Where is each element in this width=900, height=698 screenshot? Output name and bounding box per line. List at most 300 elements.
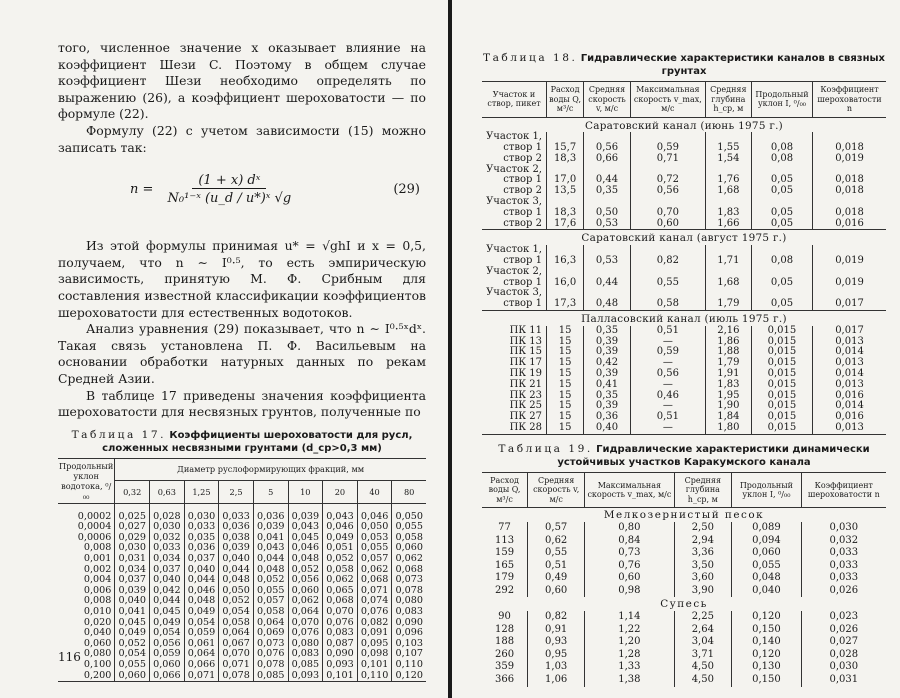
table18-row: [482, 278, 886, 289]
table18-cell: Участок 1,: [486, 131, 542, 143]
table17-cell: 0,061: [184, 639, 219, 650]
table18-cell: 0,82: [630, 256, 705, 267]
table17-cell: 0,052: [253, 575, 288, 586]
table18-row: [482, 337, 886, 348]
formula-29: [58, 160, 426, 218]
table17-cell: 0,044: [184, 575, 219, 586]
table17-cell: 0,045: [288, 533, 323, 544]
table19-section-row: [482, 508, 886, 522]
table17-diameter-header: 5: [253, 481, 288, 504]
table18-cell: ПК 28: [509, 422, 542, 434]
table17-cell: 0,093: [288, 671, 323, 682]
left-page: [0, 0, 448, 698]
table19-row: [482, 522, 886, 535]
table18-cell: 0,015: [751, 401, 812, 412]
table17-cell: 0,085: [253, 671, 288, 682]
table18-col-header: Продольный уклон I, ⁰/₀₀: [751, 82, 812, 118]
table19-cell: 0,030: [801, 661, 886, 674]
table18-cell: —: [630, 358, 705, 369]
table18-cell: 0,39: [584, 401, 631, 412]
table17-cell: 0,073: [253, 639, 288, 650]
table18-cell: 0,018: [813, 143, 886, 154]
table18-cell: 0,39: [584, 369, 631, 380]
table19-cell: 188: [494, 636, 515, 648]
table19-cell: 1,06: [528, 674, 585, 687]
table17-cell: 0,046: [323, 522, 358, 533]
table18-cell: Участок 1,: [486, 244, 542, 256]
table17-cell: 0,049: [323, 533, 358, 544]
table17-cell: 0,043: [253, 543, 288, 554]
table17-cell: 0,054: [184, 618, 219, 629]
table19-cell: 165: [494, 559, 515, 571]
table17-cell: 0,065: [323, 586, 358, 597]
table18-cell: 0,05: [751, 186, 812, 197]
table18-cell: 0,40: [584, 423, 631, 434]
table18-cell: 1,88: [705, 347, 751, 358]
table17-cell: 0,101: [323, 671, 358, 682]
table18-row: [482, 299, 886, 310]
table18-row: [482, 423, 886, 434]
table17-cell: 0,064: [253, 618, 288, 629]
paragraph-5: В таблице 17 приведены значения коэффициента шероховатости для несвязных грунтов, полученные по: [58, 387, 426, 420]
table17-cell: 0,037: [115, 575, 150, 586]
table18-cell: 0,017: [813, 299, 886, 310]
table17-cell: 0,048: [184, 596, 219, 607]
table17-cell: 0,036: [219, 522, 254, 533]
table18-cell: 0,39: [584, 347, 631, 358]
table18-cell: 0,019: [813, 256, 886, 267]
table18-cell: 0,66: [584, 154, 631, 165]
table18-cell: створ 1: [503, 255, 542, 267]
table17-cell: 0,051: [323, 543, 358, 554]
table18-cell: 0,017: [813, 326, 886, 337]
table17-cell: 0,052: [323, 554, 358, 565]
table19-cell: 0,150: [732, 674, 801, 687]
table17-cell: 0,025: [115, 503, 150, 522]
table19-caption: [482, 443, 886, 469]
table18-cell: створ 1: [503, 276, 542, 288]
table17-cell: 0,030: [115, 543, 150, 554]
table18-cell: 1,68: [705, 186, 751, 197]
table17-cell: 0,055: [115, 660, 150, 671]
table17-cell: 0,027: [115, 522, 150, 533]
table17-diameter-header: 80: [392, 481, 426, 504]
table17-cell: 0,058: [253, 607, 288, 618]
table19-row: [482, 649, 886, 662]
table17: [58, 458, 426, 683]
table18-cell: 15: [547, 380, 584, 391]
table17-cell: 0,052: [115, 639, 150, 650]
table17-cell: 0,110: [392, 660, 426, 671]
table18-cell: 0,013: [813, 337, 886, 348]
table17-cell: 0,031: [115, 554, 150, 565]
table19-cell: 0,026: [801, 624, 886, 637]
table18-cell: 0,015: [751, 347, 812, 358]
formula-number: (29): [393, 181, 420, 197]
table17-cell: 0,039: [288, 503, 323, 522]
table19-cell: 3,71: [674, 649, 732, 662]
table18-cell: 1,79: [705, 358, 751, 369]
table19-cell: 0,57: [528, 522, 585, 535]
table17-cell: 0,058: [392, 533, 426, 544]
table17-diameter-header: 40: [357, 481, 392, 504]
table19-row: [482, 585, 886, 598]
table18-cell: 15: [547, 337, 584, 348]
table18-cell: 0,59: [630, 143, 705, 154]
table17-cell: 0,033: [150, 543, 185, 554]
table18: [482, 81, 886, 435]
table18-row: [482, 154, 886, 165]
table17-cell: 0,002: [83, 563, 112, 575]
table17-cell: 0,083: [323, 628, 358, 639]
table17-cell: 0,032: [150, 533, 185, 544]
table17-cell: 0,068: [392, 565, 426, 576]
table19-caption-prefix: Таблица 19.: [498, 442, 593, 455]
table19-cell: 128: [494, 623, 515, 635]
table17-cell: 0,083: [288, 649, 323, 660]
table19-cell: 0,055: [732, 560, 801, 573]
table18-row: [482, 380, 886, 391]
table17-cell: 0,038: [219, 533, 254, 544]
table18-cell: ПК 25: [509, 400, 542, 412]
table18-cell: ПК 15: [509, 346, 542, 358]
table19-cell: 292: [494, 584, 515, 596]
table18-row: [482, 358, 886, 369]
table18-cell: створ 1: [503, 298, 542, 310]
table19-row: [482, 560, 886, 573]
table19-cell: 4,50: [674, 661, 732, 674]
table17-cell: 0,010: [83, 606, 112, 618]
table18-row: [482, 143, 886, 154]
table17-cell: 0,045: [150, 607, 185, 618]
table17-cell: 0,080: [392, 596, 426, 607]
table17-cell: 0,082: [357, 618, 392, 629]
table19-col-header: Коэффициент шероховатости n: [801, 472, 886, 508]
table17-diameter-header: 1,25: [184, 481, 219, 504]
table19-row: [482, 674, 886, 687]
table17-cell: 0,048: [219, 575, 254, 586]
table19-col-header: Расход воды Q, м³/с: [482, 472, 528, 508]
table17-cell: 0,076: [357, 607, 392, 618]
table17-cell: 0,060: [392, 543, 426, 554]
table18-section-row: [482, 230, 886, 245]
table17-cell: 0,057: [357, 554, 392, 565]
table19-cell: 0,82: [528, 611, 585, 624]
table17-cell: 0,070: [323, 607, 358, 618]
table18-cell: 15: [547, 412, 584, 423]
table18-cell: 1,68: [705, 278, 751, 289]
table18-cell: 0,44: [584, 175, 631, 186]
table17-cell: 0,093: [323, 660, 358, 671]
table19-cell: 1,20: [585, 636, 674, 649]
table18-cell: ПК 23: [509, 389, 542, 401]
table18-cell: 0,44: [584, 278, 631, 289]
table18-cell: 1,86: [705, 337, 751, 348]
table18-cell: 1,91: [705, 369, 751, 380]
table19-col-header: Максимальная скорость v_max, м/с: [585, 472, 674, 508]
table19-cell: 1,22: [585, 624, 674, 637]
table19-section-title: Мелкозернистый песок: [603, 509, 765, 522]
table18-row: [482, 219, 886, 230]
table18-col-header: Коэффициент шероховатости n: [813, 82, 886, 118]
table19-cell: 0,98: [585, 585, 674, 598]
table18-row: [482, 401, 886, 412]
table18-cell: 1,71: [705, 256, 751, 267]
table19-cell: 0,026: [801, 585, 886, 598]
table19-cell: 359: [494, 661, 515, 673]
table19-cell: 0,120: [732, 649, 801, 662]
table18-cell: 0,56: [630, 369, 705, 380]
table19-cell: 0,048: [732, 572, 801, 585]
table17-cell: 0,074: [357, 596, 392, 607]
table17-cell: 0,052: [288, 565, 323, 576]
table17-cell: 0,078: [253, 660, 288, 671]
table17-cell: 0,030: [150, 522, 185, 533]
table17-cell: 0,090: [323, 649, 358, 660]
table18-cell: 0,014: [813, 401, 886, 412]
table19-row: [482, 547, 886, 560]
table18-cell: 0,48: [584, 299, 631, 310]
table19-cell: 0,95: [528, 649, 585, 662]
table18-cell: 0,08: [751, 256, 812, 267]
paragraph-2: Формулу (22) с учетом зависимости (15) можно записать так:: [58, 122, 426, 155]
table18-cell: 1,55: [705, 143, 751, 154]
table17-cell: 0,064: [219, 628, 254, 639]
table19-cell: 0,030: [801, 522, 886, 535]
table18-cell: 1,66: [705, 219, 751, 230]
table17-cell: 0,062: [288, 596, 323, 607]
table17-cell: 0,049: [150, 618, 185, 629]
table18-cell: 0,55: [630, 278, 705, 289]
table18-cell: 0,05: [751, 219, 812, 230]
table17-caption-title: Коэффициенты шероховатости для русл, сложенных несвязными грунтами (d_ср>0,3 мм): [102, 429, 413, 454]
table18-cell: 17,0: [547, 175, 584, 186]
table19-cell: 0,140: [732, 636, 801, 649]
table17-row: [58, 503, 426, 522]
table18-cell: ПК 17: [509, 357, 542, 369]
table18-cell: 17,6: [547, 219, 584, 230]
table17-cell: 0,064: [288, 607, 323, 618]
table17-cell: 0,080: [83, 648, 112, 660]
table18-cell: —: [630, 337, 705, 348]
table18-cell: —: [630, 423, 705, 434]
table18-cell: 1,83: [705, 208, 751, 219]
table18-cell: 0,35: [584, 186, 631, 197]
table17-cell: 0,037: [150, 565, 185, 576]
table18-row: [482, 186, 886, 197]
table19-cell: 2,94: [674, 535, 732, 548]
table18-cell: 0,46: [630, 391, 705, 402]
table18-cell: 0,58: [630, 299, 705, 310]
table19-cell: 0,120: [732, 611, 801, 624]
table19-cell: 3,50: [674, 560, 732, 573]
table17-cell: 0,103: [392, 639, 426, 650]
table17-diameter-header: 0,32: [115, 481, 150, 504]
table17-cell: 0,070: [288, 618, 323, 629]
table17-cell: 0,060: [115, 671, 150, 682]
table18-cell: 0,08: [751, 143, 812, 154]
table18-section-title: Саратовский канал (июнь 1975 г.): [584, 119, 784, 132]
table18-cell: 0,019: [813, 278, 886, 289]
table17-cell: 0,062: [357, 565, 392, 576]
table18-cell: 0,42: [584, 358, 631, 369]
table19-cell: 0,91: [528, 624, 585, 637]
table17-cell: 0,110: [357, 671, 392, 682]
table17-cell: 0,046: [184, 586, 219, 597]
table19-cell: 0,93: [528, 636, 585, 649]
table18-cell: 0,56: [584, 143, 631, 154]
table17-cell: 0,070: [219, 649, 254, 660]
table18-cell: 0,018: [813, 186, 886, 197]
table19-cell: 0,150: [732, 624, 801, 637]
table18-cell: 0,36: [584, 412, 631, 423]
table19-cell: 0,76: [585, 560, 674, 573]
table18-cell: 0,05: [751, 278, 812, 289]
table17-cell: 0,062: [392, 554, 426, 565]
table17-cell: 0,055: [253, 586, 288, 597]
table18-section-title: Саратовский канал (август 1975 г.): [482, 230, 886, 245]
table18-cell: 16,0: [547, 278, 584, 289]
table19-cell: 1,33: [585, 661, 674, 674]
table18-cell: 1,76: [705, 175, 751, 186]
page-number: 116: [58, 650, 81, 664]
table17-cell: 0,037: [184, 554, 219, 565]
table19-cell: 0,033: [801, 547, 886, 560]
table17-cell: 0,068: [323, 596, 358, 607]
table17-cell: 0,043: [323, 503, 358, 522]
table19-cell: 0,040: [732, 585, 801, 598]
table18-col-header: Средняя скорость v, м/с: [584, 82, 631, 118]
formula-lhs: n =: [130, 181, 154, 197]
table17-cell: 0,060: [83, 637, 112, 649]
table18-cell: 0,71: [630, 154, 705, 165]
table17-cell: 0,096: [392, 628, 426, 639]
table19-cell: 0,033: [801, 572, 886, 585]
table18-cell: 0,015: [751, 391, 812, 402]
table19-cell: 260: [494, 648, 515, 660]
table17-cell: 0,060: [288, 586, 323, 597]
table18-cell: 0,015: [751, 423, 812, 434]
table19-cell: 0,73: [585, 547, 674, 560]
table19-cell: 113: [494, 534, 515, 546]
table17-cell: 0,059: [150, 649, 185, 660]
table19-col-header: Средняя глубина h_ср, м: [674, 472, 732, 508]
table17-cell: 0,040: [150, 575, 185, 586]
table17-row: [58, 671, 426, 682]
table17-cell: 0,048: [253, 565, 288, 576]
table17-cell: 0,033: [184, 522, 219, 533]
table19-cell: 0,60: [528, 585, 585, 598]
table17-diameter-header: 0,63: [150, 481, 185, 504]
table18-cell: 0,39: [584, 337, 631, 348]
table17-cell: 0,040: [115, 596, 150, 607]
paragraph-4: Анализ уравнения (29) показывает, что n ∼ I⁰·⁵ˣdˣ. Такая связь установлена П. Ф. Васильевым на основании обработки натурных данных по рекам Средней Азии.: [58, 321, 426, 386]
table17-cell: 0,087: [323, 639, 358, 650]
table18-cell: 0,016: [813, 391, 886, 402]
table17-cell: 0,036: [184, 543, 219, 554]
table17-cell: 0,071: [219, 660, 254, 671]
table18-section-row: [482, 117, 886, 132]
table17-cell: 0,028: [150, 503, 185, 522]
table17-cell: 0,039: [115, 586, 150, 597]
table18-cell: 18,3: [547, 154, 584, 165]
table17-cell: 0,004: [83, 574, 112, 586]
table17-cell: 0,058: [219, 618, 254, 629]
table17-cell: 0,046: [288, 543, 323, 554]
table19-row: [482, 572, 886, 585]
right-page: [452, 0, 900, 698]
table18-cell: 0,05: [751, 299, 812, 310]
table18-cell: Участок 2,: [486, 265, 542, 277]
formula-numerator: (1 + x) dˣ: [192, 173, 266, 189]
table19-row: [482, 636, 886, 649]
table19-cell: 0,60: [585, 572, 674, 585]
table18-row: [482, 412, 886, 423]
table17-cell: 0,020: [83, 616, 112, 628]
table18-cell: 0,56: [630, 186, 705, 197]
table19-cell: 0,094: [732, 535, 801, 548]
table18-cell: створ 1: [503, 174, 542, 186]
table19-cell: 1,28: [585, 649, 674, 662]
table17-cell: 0,068: [357, 575, 392, 586]
table19-cell: 1,03: [528, 661, 585, 674]
table18-cell: 0,53: [584, 256, 631, 267]
table18-cell: ПК 27: [509, 411, 542, 423]
table19-row: [482, 535, 886, 548]
table18-row: [482, 391, 886, 402]
table18-cell: 1,79: [705, 299, 751, 310]
table18-cell: створ 2: [503, 185, 542, 197]
table19-cell: 0,49: [528, 572, 585, 585]
table17-cell: 0,066: [150, 671, 185, 682]
table17-cell: 0,076: [288, 628, 323, 639]
table19-cell: 0,84: [585, 535, 674, 548]
table17-cell: 0,056: [150, 639, 185, 650]
table18-cell: 0,05: [751, 208, 812, 219]
table17-diameter-header: 2,5: [219, 481, 254, 504]
table18-row: [482, 245, 886, 256]
table18-cell: 0,53: [584, 219, 631, 230]
table17-cell: 0,001: [83, 553, 112, 565]
table18-row: [482, 175, 886, 186]
table18-row: [482, 288, 886, 299]
table19-cell: 0,027: [801, 636, 886, 649]
formula-denominator: N₀¹⁻ˣ (u_d / u*)ˣ √g: [167, 190, 292, 206]
table19-cell: 0,060: [732, 547, 801, 560]
table18-cell: 0,015: [751, 380, 812, 391]
table17-cell: 0,033: [219, 503, 254, 522]
table19-caption-title: Гидравлические характеристики динамически устойчивых участков Каракумского канала: [557, 443, 870, 468]
table17-cell: 0,100: [83, 659, 112, 670]
table18-cell: 0,018: [813, 175, 886, 186]
table17-cell: 0,034: [115, 565, 150, 576]
table17-cell: 0,0006: [77, 531, 112, 543]
table17-cell: 0,040: [219, 554, 254, 565]
table18-cell: Участок 3,: [486, 196, 542, 208]
table17-cell: 0,098: [357, 649, 392, 660]
table17-group-header: Диаметр руслоформирующих фракций, мм: [115, 458, 426, 481]
table18-cell: 17,3: [547, 299, 584, 310]
table17-caption: [58, 429, 426, 455]
table18-cell: 16,3: [547, 256, 584, 267]
table17-cell: 0,041: [115, 607, 150, 618]
table19-cell: 2,50: [674, 522, 732, 535]
table19-cell: 0,033: [801, 560, 886, 573]
table18-cell: 18,3: [547, 208, 584, 219]
table18-cell: 0,35: [584, 326, 631, 337]
table19-cell: 1,38: [585, 674, 674, 687]
table18-cell: 15,7: [547, 143, 584, 154]
